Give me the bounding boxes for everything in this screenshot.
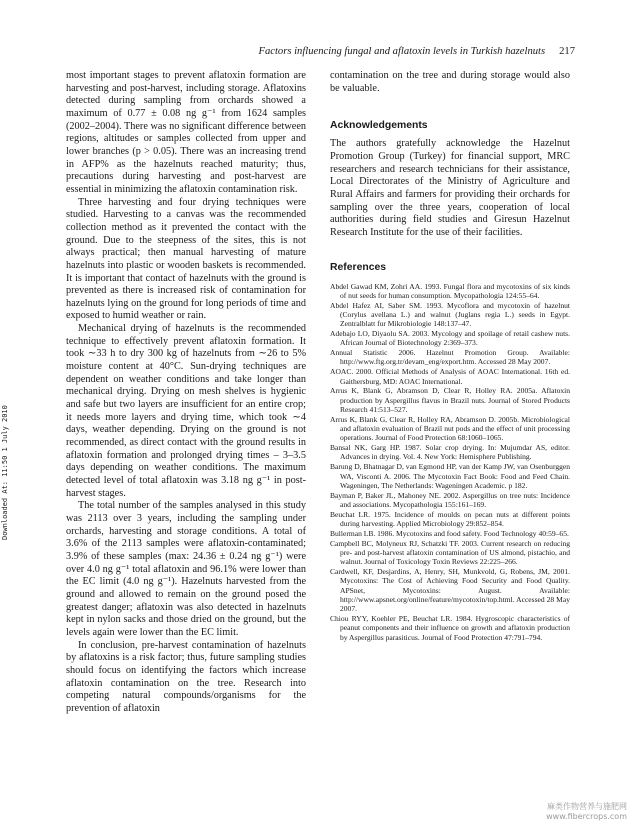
reference-item: Arrus K, Blank G, Abramson D, Clear R, Holley RA. 2005a. Aflatoxin production by Aspergillus flavus in Brazil nuts. Journal of Stored Products Research 41:513–527. bbox=[330, 386, 570, 414]
running-title: Factors influencing fungal and aflatoxin levels in Turkish hazelnuts bbox=[258, 46, 546, 57]
reference-item: Campbell BC, Molyneux RJ, Schatzki TF. 2003. Current research on reducing pre- and post-harvest aflatoxin contamination of US almond, pistachio, and walnut. Journal of Toxicology Toxin Reviews 22:225–266. bbox=[330, 538, 570, 567]
watermark-line-2: www.fibercrops.com bbox=[546, 812, 627, 821]
reference-item: Chiou RYY, Koehler PE, Beuchat LR. 1984. Hygroscopic characteristics of peanut components and their influence on growth and aflatoxin production by Aspergillus parasiticus. Journal of Food Protection 47:791–794. bbox=[330, 614, 570, 642]
site-watermark bbox=[546, 802, 627, 822]
reference-item: Bansal NK, Garg HP. 1987. Solar crop drying. In: Mujumdar AS, editor. Advances in drying. Vol. 4. New York: Hemisphere Publishing. bbox=[330, 443, 570, 462]
download-stamp: Downloaded At: 11:50 1 July 2010 bbox=[1, 405, 9, 540]
references-heading: References bbox=[330, 261, 387, 273]
reference-item: Abdel Gawad KM, Zohri AA. 1993. Fungal flora and mycotoxins of six kinds of nut seeds for human consumption. Mycopathologia 124:55–64. bbox=[330, 281, 570, 300]
acknowledgements-text: The authors gratefully acknowledge the Hazelnut Promotion Group (Turkey) for financial support, MRC researchers and research technicians for their assistance, Local Directorates of the Ministry of Agriculture and Rural Affairs and farmers for providing their orchards for sampling over the three years, cooperation of local authorities during field studies and Giresun Hazelnut Research Institute for the use of their facilities. bbox=[330, 138, 570, 238]
reference-item: Adebajo LO, Diyaolu SA. 2003. Mycology and spoilage of retail cashew nuts. African Journal of Biotechnology 2:369–373. bbox=[330, 329, 570, 348]
page-number: 217 bbox=[559, 46, 575, 57]
paragraph-4: The total number of the samples analysed in this study was 2113 over 3 years, including the sampling under orchards, harvesting and storage conditions. A total of 3.6% of the 2113 samples were aflatoxin-contaminated; 3.9% of these samples (max: 24.36 ± 0.24 ng g⁻¹) were over 4.0 ng g⁻¹ total aflatoxin and 96.1% were lower than the EC limit (4.0 ng g⁻¹). Hazelnuts harvested from the ground and allowed to remain on the ground posed the greatest danger; aflatoxin was also detected in hazelnuts kept in nylon sacks and those dried on the ground, but the levels again were lower than the EC limit. bbox=[66, 500, 306, 638]
reference-item: Cardwell, KF, Desjardins, A, Henry, SH, Munkvold, G, Robens, JM, 2001. Mycotoxins: The Cost of Achieving Food Security and Food Quality. APSnet, Mycotoxins: August. Available: http://www.apsnet.org/online/feature/mycotoxin/top.html. Accessed 28 May 2007. bbox=[330, 566, 570, 614]
paragraph-3: Mechanical drying of hazelnuts is the recommended technique to effectively prevent aflatoxin formation. It took ∼33 h to dry 300 kg of hazelnuts from ∼26 to 5% moisture content at 40°C. Sun-drying techniques are dependent on weather conditions and take longer than mechanical drying. Drying on mesh shelves is hygienic and safe but two layers are insufficient for an entire crop; it needs more layers and drying time, which took ∼4 days, weather depending. Drying on the ground is not recommended, as direct contact with the ground results in aflatoxin formation and prolonged drying times – 3–3.5 days depending on weather conditions. The maximum detected level of total aflatoxin was 3.18 ng g⁻¹ in post-harvest stages. bbox=[66, 323, 306, 499]
right-column bbox=[330, 70, 570, 642]
reference-item: Bayman P, Baker JL, Mahoney NE. 2002. Aspergillus on tree nuts: Incidence and associations. Mycopathologia 155:161–169. bbox=[330, 490, 570, 509]
reference-item: Annual Statistic 2006. Hazelnut Promotion Group. Available: http://www.ftg.org.tr/devam_eng/export.htm. Accessed 28 May 2007. bbox=[330, 348, 570, 367]
reference-item: Beuchat LR. 1975. Incidence of moulds on pecan nuts at different points during harvesting. Applied Microbiology 29:852–854. bbox=[330, 509, 570, 529]
paragraph-5: In conclusion, pre-harvest contamination of hazelnuts by aflatoxins is a risk factor; thus, future sampling studies should focus on identifying the factors which increase aflatoxin contamination on the tree. Research into competing natural compounds/organisms for the prevention of aflatoxin bbox=[66, 639, 306, 714]
reference-item: Abdel Hafez AI, Saber SM. 1993. Mycoflora and mycotoxin of hazelnut (Corylus avellana L.) and walnut (Juglans regia L.) seeds in Egypt. Zentralblatt fur Mikrobiologie 148:137–47. bbox=[330, 300, 570, 329]
reference-list bbox=[330, 282, 570, 643]
conclusion-continuation: contamination on the tree and during storage would also be valuable. bbox=[330, 70, 570, 94]
reference-item: AOAC. 2000. Official Methods of Analysis of AOAC International. 16th ed. Gaithersburg, MD: AOAC International. bbox=[330, 367, 570, 386]
reference-item: Bullerman LB. 1986. Mycotoxins and food safety. Food Technology 40:59–65. bbox=[330, 528, 569, 538]
paragraph-1: most important stages to prevent aflatoxin formation are harvesting and post-harvest, including storage. Aflatoxins detected during sampling from orchards showed a maximum of 0.77 ± 0.08 ng g⁻¹ from 1624 samples (2002–2004). There was no significant difference between regions, altitudes or samples collected from upper and lower branches (p > 0.05). There was an increasing trend in AFP% as the hazelnuts reached maturity; thus, precautions during harvesting and post-harvest are essential in minimizing the aflatoxin contamination risk. bbox=[66, 70, 306, 195]
reference-item: Barung D, Bhatnagar D, van Egmond HP, van der Kamp JW, van Osenburggen WA, Visconti A. 2006. The Mycotoxin Fact Book: Food and Feed Chain. Wageningen, The Netherlands: Wageningen Academic. p 182. bbox=[330, 462, 570, 490]
reference-item: Arrus K, Blank G, Clear R, Holley RA, Abramson D. 2005b. Microbiological and aflatoxin evaluation of Brazil nut pods and the effect of unit processing operations. Journal of Food Protection 68:1060–1065. bbox=[330, 414, 570, 443]
left-column bbox=[66, 70, 306, 715]
watermark-line-1: 麻类作物营养与施肥网 bbox=[547, 802, 627, 811]
paragraph-2: Three harvesting and four drying techniques were studied. Harvesting to a canvas was the recommended collection method as it prevented the contact with the ground. Due to the steepness of the sites, this is not always practical; then manual harvesting of mature hazelnuts into plastic or wooden baskets is recommended. It is important that contact of hazelnuts with the ground is prevented as there is increased risk of contamination for hazelnuts lying on the ground for long periods of time and exposed to humid weather or rain. bbox=[66, 196, 306, 322]
running-head bbox=[200, 46, 575, 57]
acknowledgements-heading: Acknowledgements bbox=[330, 120, 428, 132]
